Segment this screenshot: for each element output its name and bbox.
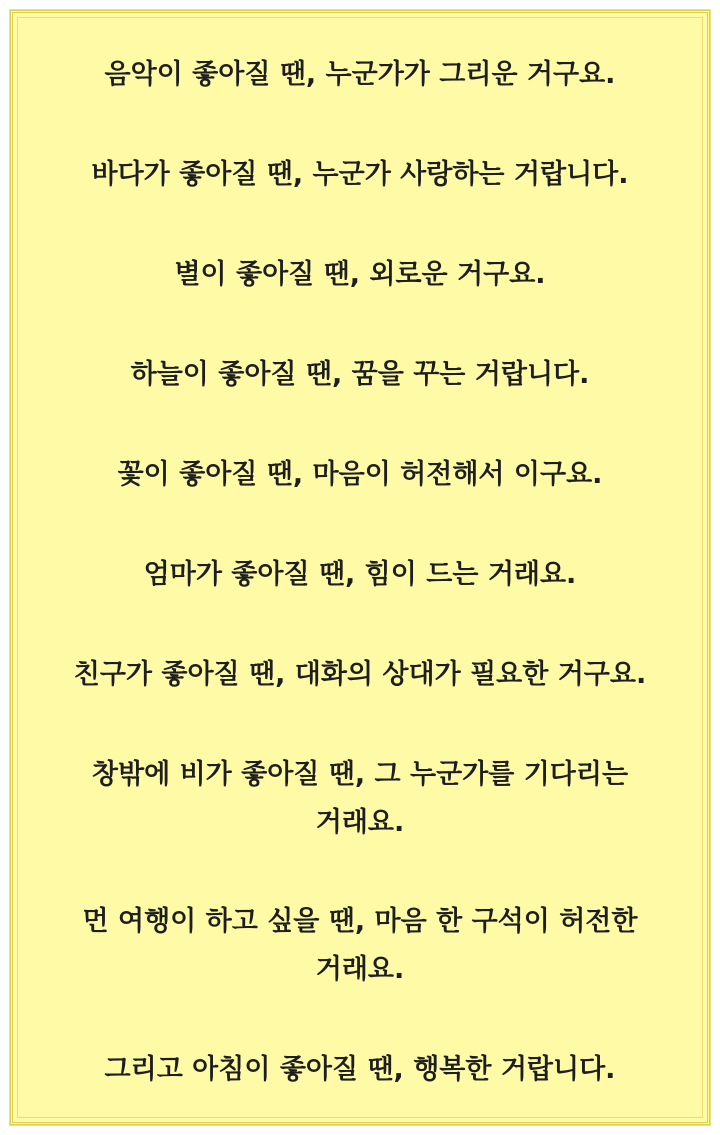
poem-line: 바다가 좋아질 땐, 누군가 사랑하는 거랍니다. [91, 159, 629, 190]
poem-line: 꽃이 좋아질 땐, 마음이 허전해서 이구요. [117, 459, 603, 490]
poem-line: 먼 여행이 하고 싶을 땐, 마음 한 구석이 허전한 거래요. [82, 906, 638, 985]
poem-line: 별이 좋아질 땐, 외로운 거구요. [174, 259, 546, 290]
poem-line: 창밖에 비가 좋아질 땐, 그 누군가를 기다리는 거래요. [91, 759, 629, 838]
poem-line: 하늘이 좋아질 땐, 꿈을 꾸는 거랍니다. [130, 359, 590, 390]
poem-line: 음악이 좋아질 땐, 누군가가 그리운 거구요. [104, 59, 616, 90]
poem-line: 그리고 아침이 좋아질 땐, 행복한 거랍니다. [104, 1054, 616, 1085]
poem-line: 친구가 좋아질 땐, 대화의 상대가 필요한 거구요. [73, 659, 647, 690]
poem-line: 엄마가 좋아질 땐, 힘이 드는 거래요. [143, 559, 577, 590]
poem-card [10, 10, 710, 1125]
